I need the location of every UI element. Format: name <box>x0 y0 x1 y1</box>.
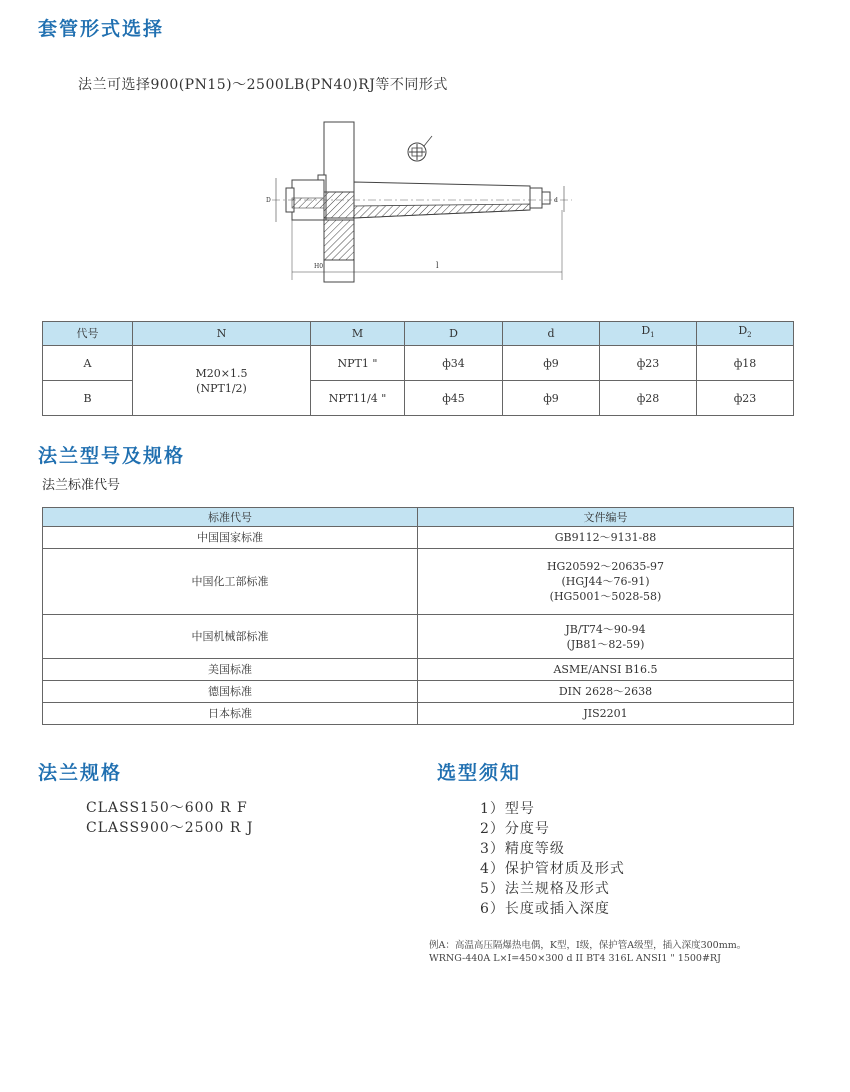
table-row: 中国国家标准 GB9112～9131-88 <box>43 527 794 549</box>
table-row: 德国标准 DIN 2628～2638 <box>43 681 794 703</box>
selection-list <box>480 799 625 919</box>
section-title-selection: 选型须知 <box>437 762 522 784</box>
dim-d-small-label: d <box>554 197 558 204</box>
header-m: M <box>311 322 405 346</box>
list-item: 4）保护管材质及形式 <box>480 861 625 877</box>
list-item: 5）法兰规格及形式 <box>480 881 610 897</box>
example-line-1: 例A：高温高压隔爆热电偶，K型，I级，保护管A级型，插入深度300mm。 <box>429 940 747 951</box>
example-line-2: WRNG-440A L×I=450×300 d II BT4 316L ANSI1 " 1500#RJ <box>429 953 721 964</box>
n-cell: M20×1.5 (NPT1/2) <box>133 346 311 416</box>
sleeve-table <box>42 321 794 416</box>
table-row: A M20×1.5 (NPT1/2) NPT1 " ф34 ф9 ф23 ф18 <box>43 346 794 381</box>
section-title-sleeve: 套管形式选择 <box>38 18 165 40</box>
dim-h0-label: H0 <box>314 263 324 270</box>
section-title-flange-spec: 法兰规格 <box>38 762 123 784</box>
header-d1: $D_1$ <box>600 322 697 346</box>
table-row: 中国机械部标准 JB/T74～90-94 (JB81～82-59) <box>43 615 794 659</box>
sleeve-drawing <box>262 110 582 290</box>
list-item: 3）精度等级 <box>480 841 565 857</box>
header-std-code: 标准代号 <box>43 508 418 527</box>
list-item: 1）型号 <box>480 801 535 817</box>
list-item: 6）长度或插入深度 <box>480 901 610 917</box>
standards-table <box>42 507 794 725</box>
header-code: 代号 <box>43 322 133 346</box>
section-title-flange-model: 法兰型号及规格 <box>38 445 186 467</box>
dim-l-label: l <box>436 261 439 270</box>
header-d-big: D <box>405 322 503 346</box>
header-doc-number: 文件编号 <box>418 508 794 527</box>
table-row: B NPT11/4 " ф45 ф9 ф28 ф23 <box>43 381 794 416</box>
table-row: 美国标准 ASME/ANSI B16.5 <box>43 659 794 681</box>
header-d-small: d <box>503 322 600 346</box>
flange-spec-list: CLASS150～600 R F CLASS900～2500 R J <box>86 800 254 836</box>
header-d2: $D_2$ <box>697 322 794 346</box>
header-n: N <box>133 322 311 346</box>
intro-text: 法兰可选择900(PN15)～2500LB(PN40)RJ等不同形式 <box>78 77 448 93</box>
table-row: 中国化工部标准 HG20592～20635-97 (HGJ44～76-91) (HG5001～5028-58) <box>43 549 794 615</box>
std-subtitle: 法兰标准代号 <box>42 478 121 493</box>
dim-d-label: D <box>266 197 271 204</box>
list-item: 2）分度号 <box>480 821 550 837</box>
table-row: 日本标准 JIS2201 <box>43 703 794 725</box>
